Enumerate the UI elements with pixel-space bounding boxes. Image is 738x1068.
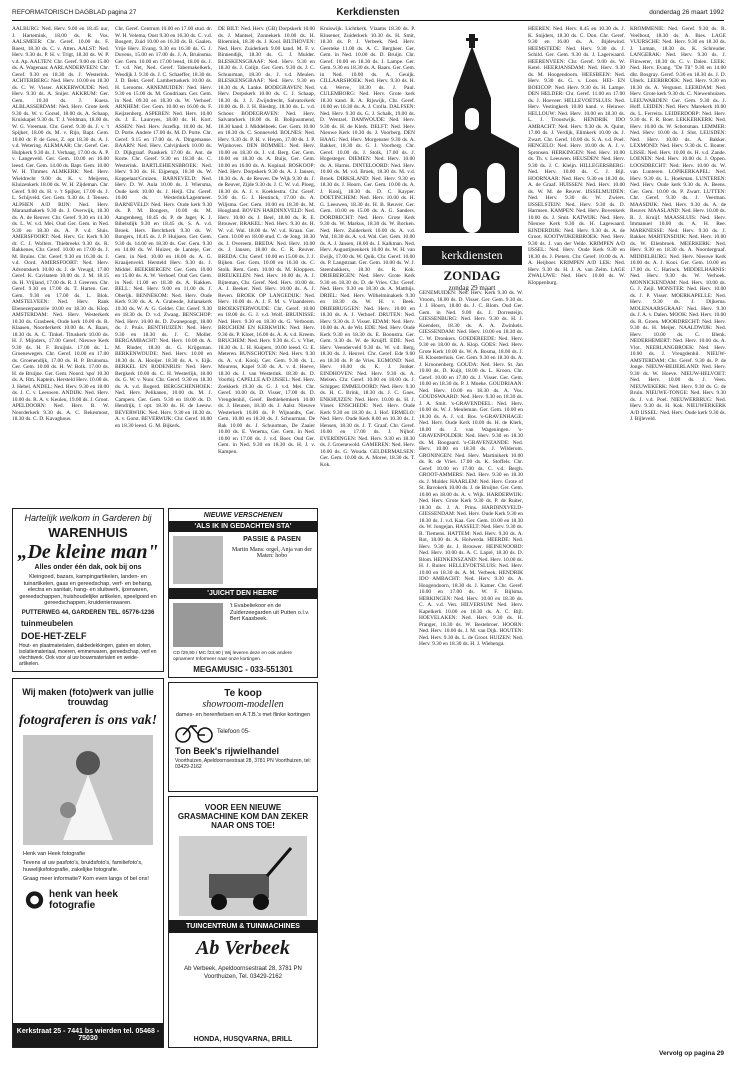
listing-column-3 <box>218 26 315 502</box>
camera-icon <box>25 889 44 911</box>
header-rule <box>12 20 724 21</box>
photo-logo <box>25 889 151 911</box>
music-brand: MEGAMUSIC - 033-551301 <box>193 664 293 674</box>
music-desc: 't Evabeliekoor en de Zuiderzeegarden uit Putten o.l.v. Bert Kaasbeek. <box>230 603 310 622</box>
listing-text: AALBURG: Ned. Herv. 9.00 en 18.45 uur, J. Hartemink, 18.00 ds. R. Vos. AALSMEER: Chr. Geref. 10.00 ds. F. Roest, 18.30 ds. C. v. Atten. AALST: Ned. Herv. 9.30 ds. P. H. v. Trigt, 18.30 ds. W. P. v.d. Ap. AALTEN: Chr. Geref. 9.00 en 15.00 ds. A. Wagenaar. AARLANDERVEEN: Chr. Geref. 9.30 en 18.30 ds. J. Westerink. ACHTERBERG: Ned. Herv. 10.00 en 18.30 ds. C. W. Visser. AKKERWOUDE: Ned. Herv. 9.30 ds. A. Snijer. AKKRUM: Ger. Gem. 10.30 ds. J. Kuera. ALBLASSERDAM: Ned. Herv. Grote kerk 9.30 ds. W. v. Gorsel, 18.00 ds. A. Schaap, Kruiskapel 9.30 ds. T. J. Veldman, 18.00 ds. W. G. Vreeman. Chr. Geref. 9.30 ds. J. v. 't Spijker, 18.00 ds. M. v. Rijn, Bapt. Gem. 10.00 dr. P. de Geus, Z. opt 18.30 ds. A. J. v.d. Wetering. ALKMAAR: Chr. Geref. Ger. Hulpkerk 9.30 ds. J. Verhaag, 17.00 ds. A. P. v. Langeveld. Ger. Gem. 10.00 en 16.00 leesd. Ger. Gem. 14.00 ds. Bapt. Gem. 10.00 W. H. Timmer. ALMKERK: Ned. Herv. Wieldrecht 9.00 ds. K. v. Meijeren, Kluizenkerk 18.00 ds. W. H. Zijdeman. Chr. Geref. 9.00 ds. H. v. 't Spijker, 17.00 ds. J. L. Schijveld. Ger. Gem. 9.30 ds. J. Tensen. ALPHEN A/D RIJN: Ned. Herv. Maranathakerk 9.30 ds. J. Overwijk, 18.30 ds. A. de Reuver. Chr. Geref. 9.30 en 14.30 ds. L. W. v.d. Mei. Oud Ger. Gem. in Ned. 9.30 en 18.30 ds. A. P. v.d. Sluis. AMERSFOORT: Ned. Herv. Gr. Kerk 9.30 dr. C. J. Wolters. Thiebreeks 9.30 ds. R. Bakkenes, Chr. Geref. 10.00 en 17.00 ds. J. M. Bruins. Chr. Geref. 9.30 en 16.30 ds. J. v.d. Oord. AMERSFOORT: Ned. Herv. Adventskerk 10.00 ds. J. de Vreugd, 17.00 Geref. K. Cavitatem 10.00 ds. J. M. 18.15 ds. H. Vrijland, 17.00 ds. R. J. Greeven. Chr. Geref. 9.30 en 17.00 ds. T. Harten. Ger. Gem. 9.30 en 17.00 ds. L. Blok. AMSTELVEEN: Ned. Herv. Rank Ebenezerpastorie 10.00 en 18.30 ds. Klop. AMSTERDAM: Ned. Herv. Westerkerk 10.30 ds. Grasbeek, Oude kerk 10.00 ds. R. Klaasen, Noorderkerk 10.00 ds. A. Baars, 18.30 ds. A. C. Tinkel. Tituskerk 10.00 ds. H. J. Mijnders, 17.00 Geref. Nieuwe Kerk 9.30 ds. H. F. Bruijnis. 17.00 ds. L. Groenewegen. Chr. Geref. 10.00 en 17.00 ds. Groenendijk, 17.00 ds. H. P. Bruinsma. Ger. Gem. 10.00 ds. H. W. Bolk. 17.00 ds. H. de Bruijne. Ger. Gem. Noord. 'spo' 10.30 ds. A. Hm. Kaptein. Hersteld Herv. 10.00 ds. J. Hebel. ANDEL: Ned. Herv. 9.30 en 18.00 ds. J. C. v. Leeuwen. ANDIJK: Ned. Herv. 10.00 ds. R. A. v. Keulen, 19.00 ds. J. Groot. APELDOORN: Ned. Herv. B. W. Noorderkerk 9.30 ds. A. C. Bekesmost, 18.30 ds. C. D. Kavaghous. <box>12 26 109 422</box>
showroom-tel: Telefoon 05- <box>217 729 251 735</box>
wedding-photo <box>23 735 153 845</box>
listing-column-7 <box>630 26 726 1046</box>
music-performers: Martin Mans: orgel, Anja van der Maten: hobo <box>231 547 313 559</box>
photo-logo-text: henk van heek fotografie <box>49 888 118 911</box>
photo-caption: Henk van Heek fotografie <box>23 851 86 857</box>
issue-date: donderdag 26 maart 1992 <box>649 9 724 16</box>
music-bottom: CD f29,90 / MC f23,90 | Wij leveren deze en ook andere opnamen! Informeer naar onze kortingen. <box>173 651 293 662</box>
ad-brand1: tuinmeubelen <box>21 618 74 628</box>
listing-text: GENEMUIDEN: Ned. Herv. Kerk 9.30 ds. W. Vroom, 18.00 ds. D. Visser. Ger. Gem. 9.30 ds. J. J. Hoorn, 18.00 ds. J. C. Blom. Oud Ger. Gem. in Ned. 9.00 ds. J. Dorresteijn. GIESSENBURG: Ned. Herv. 9.30 ds. H. J. Koenders, 18.30 ds. A. A. Zwinkels. GIESSENDAM: Ned. Herv. 10.00 en 18.30 ds. C. W. Dronkers. GOEDEREEDE: Ned. Herv. 9.30 en 18.00 ds. A. Klop. GOES: Ned. Herv. Grote Kerk 10.00 ds. W. A. Bosma, 18.00 ds. J. H. Kloosterhuis. Ger. Gem. 9.30 en 18.30 ds. A. J. Kroonenberg. GOUDA: Ned. Herv. St. Jan 10.00 ds. D. Kuijt, 18.00 ds. L. Kroon. Chr. Geref. 10.00 en 17.00 ds. J. Visser. Ger. Gem. 10.00 en 18.30 ds. P. J. Moeke. GOUDRIAAN: Ned. Herv. 10.00 en 18.30 ds. A. Vos. GOUDSWAARD: Ned. Herv. 9.30 en 18.30 ds. J. A. Smit. 's-GRAVENDEEL: Ned. Herv. 10.00 ds. W. J. Meuleman. Ger. Gem. 10.00 en 18.30 ds. A. J. v.d. Bos. 's-GRAVENHAGE: Ned. Herv. Oude Kerk 10.00 ds. H. de Klerk, 18.00 ds. J. van Wageningen. 's-GRAVENPOLDER: Ned. Herv. 9.30 en 18.30 ds. M. Boogaard. 's-GRAVENZANDE: Ned. Herv. 10.00 en 18.30 ds. J. Wilderom. GRONINGEN: Ned. Herv. Martinikerk 10.00 ds. R. de Vries. 17.00 ds. K. Stoffels. Chr. Geref. 10.00 en 17.00 ds. C. v.d. Bergh. GROOT-AMMERS: Ned. Herv. 9.30 en 18.30 ds. J. Mulder. HAARLEM: Ned. Herv. Grote of St. Bavokerk 10.00 ds. J. de Bruijne. Ger. Gem. 10.00 en 18.00 ds. A. v. Wijk. HARDERWIJK: Ned. Herv. Grote Kerk 9.30 ds. P. de Ruiter, 18.30 ds. J. A. Prins. HARDINXVELD-GIESSENDAM: Ned. Herv. Oude Kerk 9.30 en 18.30 ds. J. v.d. Kaa. Ger. Gem. 10.00 en 18.30 ds. W. Jongejan. HASSELT: Ned. Herv. 9.30 ds. R. Tiemens. HATTEM: Ned. Herv. 9.30 ds. A. Rot, 18.00 ds. A. Holwerda. HEERDE: Ned. Herv. 9.30 ds. J. Brouwer. HEINENOORD: Ned. Herv. 10.00 ds. A. C. Lapré, 18.30 ds. D. Blom. HEINKENSZAND: Ned. Herv. 10.00 ds. H. J. Ruiter. HELLEVOETSLUIS: Ned. Herv. 10.00 en 18.30 ds. A. M. Verbeek. HENDRIK IDO AMBACHT: Ned. Herv. 9.30 ds. A. Hoogendoorn, 18.30 ds. J. Kamer. Chr. Geref. 10.00 en 17.00 ds. W. F. Bijlsma. HERKINGEN: Ned. Herv. 10.00 en 18.30 ds. C. A. v.d. Ven. HILVERSUM: Ned. Herv. Kapelkerk 10.00 en 18.30 ds. A. C. Bijl. HOEVELAKEN: Ned. Herv. 9.30 ds. H. Pranger, 18.30 ds. W. Bestebroer. HOORN: Ned. Herv. 10.00 ds. J. M. van Dijk. HOUTEN: Ned. Herv. 9.30 ds. L. de Groot. HUIZEN: Ned. Herv. 9.30 en 18.30 ds. H. J. Wiebenga. <box>419 290 523 647</box>
music-header: NIEUWE VERSCHENEN <box>203 512 283 519</box>
ad-foot: Hout- en plaatmaterialen, dakbedekkingen, gaten en sloten, isolatiemateriaal, moeren, emmerwaren, gereedschap, verf en vlechtwerk. Ook voor al uw bouwmaterialen en weide-artikelen. <box>19 642 157 667</box>
showroom-addr: Voorthuizen, Apeldoornsestraat 28, 3781 PN Voorthuizen, tel: 03429-2162 <box>175 758 311 770</box>
listing-column-2 <box>115 26 212 502</box>
photo-addr: Kerkstraat 25 - 7441 bs wierden tel. 05468 - 75030 <box>13 1023 163 1047</box>
page-header <box>12 7 724 19</box>
bride-icon <box>23 735 153 845</box>
ad-name: WARENHUIS <box>48 525 128 540</box>
listing-text: HEEREN: Ned. Herv. 8.45 en 10.30 ds. J. K. Snijders, 18.30 ds. C. Don. Chr. Geref. 9.30 en 16.00 ds. A. Bijdewind. HEEMSTEDE: Ned. Herv. 9.30 ds. J. Schild. Ger. Gem. 9.30 ds. J. Lagerwaard. HEERENVEEN: Chr. Geref. 9.00 ds. W. Ketel. HEERJANSDAM: Ned. Herv. 9.30 ds. M. Hoogendoorn. HEESBEEN: Ned. Herv. 9.30 ds. G. v. Loon. HEI- EN BOEICOP: Ned. Herv. 9.30 ds. H. Lampe. DEN HELDER: Chr. Geref. 11.00 en 17.00 ds. J. Hoeveer. HELLEVOETSLUIS: Ned. Herv. Vestingkerk 10.00 kand. v. Heiuwe. HELLOUW: Ned. Herv. 10.00 en 18.30 ds. L. J. Troostwijk. HENDRIK IDO AMBACHT: Ned. Herv. 9.30 ds. A. Quint, 17.00 ds. J. Verdijk, Elimkerk 10.00 ds. J. Zwart. Chr. Geref. 10.00 ds. S. A. v.d. Poel. HENGELO: Ned. Herv. 10.00 ds. A. J. v. Spronsen. HERKINGEN: Ned. Herv. 10.00 ds. Th. v. Leeuwen. HEUSDEN: Ned. Herv. 9.30 ds. J. C. Kleijn. HILLEGERSBERG: Ned. Herv. 10.00 ds. C. J. Bijl. HOORNAAR: Ned. Herv. 9.30 en 18.30 ds. A. de Graaf. HUISSEN: Ned. Herv. 10.00 ds. W. M. de Reuver. IJSSELMUIDEN: Ned. Herv. 9.30 ds. W. Zwiers. IJSSELSTEIN: Ned. Herv. 9.30 ds. D. Harmsen. KAMPEN: Ned. Herv. Bovenkerk 10.00 ds. J. Smit. KATWIJK: Ned. Herv. Nieuwe Kerk 9.30 ds. H. Lagewaard. KINDERDIJK: Ned. Herv. 9.30 ds. A. de Groot. KOOTWIJKERBROEK: Ned. Herv. 9.30 ds. J. van der Velde. KRIMPEN A/D IJSSEL: Ned. Herv. Oude Kerk 9.30 en 18.30 ds. J. Pieters. Chr. Geref. 10.00 ds. A. A. Heijboer. KRIMPEN A/D LEK: Ned. Herv. 9.30 ds. H. J. A. van Zelm. LAGE ZWALUWE: Ned. Herv. 10.00 ds. W. Kloppenburg. <box>528 26 625 286</box>
ad-fotografie <box>12 678 164 1048</box>
ad-megamusic <box>168 508 318 678</box>
listing-column-6 <box>528 26 625 1046</box>
verbeek-brands: HONDA, HUSQVARNA, BRILL <box>193 1036 293 1043</box>
ad-verbeek <box>168 796 318 1048</box>
listing-column-5 <box>419 290 523 1046</box>
verbeek-name: Ab Verbeek <box>196 937 290 959</box>
ad-slogan: „De kleine man" <box>17 541 159 563</box>
ad-tag: Alles onder één dak, ook bij ons <box>34 564 142 571</box>
photo-text: Tevens al uw pasfoto's, bruidsfoto's, familiefoto's, huwelijksfotografie, zakelijke fotografie. <box>23 860 143 873</box>
ad-rijwielhandel <box>168 682 318 792</box>
listing-text: KROMMENIE: Ned. Geref. 9.30 ds. R. Veelbout, 18.30 ds. A. Bies. LAGE VUURSCHE: Ned. Herv. 9.30 en 18.30 ds. J. Loman, 18.30 ds. K. Schreuder. LANGERAK: Ned. Herv. 9.30 ds. J. Flinwerer, 18.30 ds. C. v. Dalen. LEEK: Ned. Herv. Evang. "De Til" 9.30 en 14.00 dhr. Bosgray. Geref. 9.30 en 18.30 ds. J. D. Uiterk. LEERBROEK: Ned. Herv. 9.30 en 18.30 ds. A. Vergunst. LEERDAM: Ned. Herv. Grote kerk 9.30 ds. C. Niewenhuizen. LEEUWARDEN: Ger. Gem. 9.30 ds. J. Hoff. LEIDEN: Ned. Herv. Marekerk 10.00 ds. L. Ferreira. LEIDERDORP: Ned. Herv. 9.30 ds. F. R. Boer. LEKKERKERK: Ned. Herv. 10.00 ds. W. Schotsman. LEMMER: Ned. Herv. 10.00 ds. J. Slot. LEUSDEN: Ned. Herv. 10.00 ds. A. Bakker. LEXMOND: Ned. Herv. 9.30 ds. C. Bouter. LISSE: Ned. Herv. 10.00 ds. H. v.d. Zande. LOENEN: Ned. Herv. 10.00 ds. J. Oppen. LOOSDRECHT: Ned. Herv. 10.00 ds. W. van Lunteren. LOPIKERKAPEL: Ned. Herv. 9.30 ds. L. Hoekman. LUNTEREN: Ned. Herv. Oude kerk 9.30 ds. A. Beens. Ger. Gem. 10.00 ds. P. Zwart. LUTTEN: Chr. Geref. 9.30 ds. J. Veerman. MAASDIJK: Ned. Herv. 9.30 ds. A. de Reuver. MAASLAND: Ned. Herv. 10.00 ds. R. J. Kruijf. MAASSLUIS: Ned. Herv. Immanuel 10.00 ds. A. H. Ree. MARKNESSE: Ned. Herv. 9.30 ds. J. Bakker. MARTENSDIJK: Ned. Herv. 10.00 ds. W. Ellenbroek. MEERKERK: Ned. Herv. 9.30 en 18.30 ds. A. Noordergraaf. MIDDELBURG: Ned. Herv. Nieuwe Kerk 10.00 ds. A. J. Kooi. Ger. Gem. 10.00 en 17.00 ds. C. Harinck. MIDDELHARNIS: Ned. Herv. 9.30 ds. W. Verhoek. MONNICKENDAM: Ned. Herv. 10.00 ds. G. J. Zeijl. MONSTER: Ned. Herv. 10.00 ds. J. P. Visser. MOERKAPELLE: Ned. Herv. 9.30 ds. J. Dijkema. MOLENAARSGRAAF: Ned. Herv. 9.30 ds. J. A. v. Dalen. MOOK: Ned. Herv. 10.00 ds. R. Groen. MOORDRECHT: Ned. Herv. 9.30 ds. H. Meijer. NAALDWIJK: Ned. Herv. 10.00 ds. C. Blenk. NEDERHEMERT: Ned. Herv. 10.00 ds. A. Vlot. NEERLANGBROEK: Ned. Herv. 10.00 ds. J. Vreugdenhil. NIEUW-AMSTERDAM: Chr. Geref. 9.30 ds. P. de Jonge. NIEUW-BEIJERLAND: Ned. Herv. 9.30 ds. W. Hoeve. NIEUW-HELVOET: Ned. Herv. 10.00 ds. J. Veen. NIEUWEKERK: Ned. Herv. 9.30 ds. G. de Bruin. NIEUWE-TONGE: Ned. Herv. 9.30 ds. J. v.d. Poel. NIEUWERBRUG: Ned. Herv. 9.30 ds. H. Kok. NIEUWERKERK A/D IJSSEL: Ned. Herv. Oude kerk 9.30 ds. J. Bijleveld. <box>630 26 726 422</box>
lawnmower-icon <box>179 836 307 916</box>
church-icon <box>417 28 527 248</box>
photo-head: Wij maken (foto)werk van jullie trouwdag <box>22 687 154 707</box>
listing-text: Chr. Geref. Centrum 10.00 en 17.00 stud. dr. W. H. Velema, Oost 9.30 en 16.30 ds. C. v.d. Bosgert, Zuid 10.00 en 16.30 ds. B. Gaalen. Vrije Herv. Evang. 9.30 en 16.30 ds. G. J. Duvens, 15.00 en 17.00 ds. J. A. Bruinsma. Ger. Gem. 10.00 en 17.00 leesd, 18.00 ds. J. T. v.d. Net, Ned. Geref. Tabernakelkerk, Wesdijk J. 9.30 ds. J. C. Schaeffer, 18.30 ds. J. D. Bekt. Geref. Lambertuskerk 10.00 ds. H. Lerooms. ARNEMUIDEN: Ned. Herv. 9.30 en 15.00 ds. M. Goudriaan. Ger. Gem. in Ned. 09.30 en 18.30 ds. W. Verhoef. ARNHEM: Ger. Gem. 10.00 en 16.00 ds. F. Keijzenberg. ASPEREN: Ned. Herv. 10.00 ds. J. E. Laureyes, 18.00 ds. H. Kort. ASSEN: Ned. Herv. Jozefkp. 10.00 ds. M. D. Porte. Andere 17.00 ds. M. D. Porte. Chr. Geref. 9.15 en 17.00 ds. A. Dingemanse. BAARN: Ned. Herv. Calvijnkerk 10.00 ds. D. Dijkgraaf. Paaskerk 17.00 ds. Ant. de Korte. Chr. Geref. 9.30 en 18.30 ds. C. Westerink. BARTLEHIENSBROEK: Ned. Herv. 9.30 ds. H. Eijpenga, 18.30 ds. W. Koppelaar/Gruizen. BARNEVELD: Ned. Herv. D. W. Aula 10.00 ds. J. Wiersma, Oude kerk 10.00 ds. J. Heijl. Chr. Geref. 10.00 ds. Westerink/Lagenmeer. BARNEVELD: Ned. Herv. Oude kerk 9.30 ds. P. M. Bongers, 10.00 ds. M. Aangenheeg, 18.45 ds. P. de Jager, K. J. Bibelsdijk 9.30 en 18.45 ds. S. A. v.d. Broek. Herv. Berchtkerk 9.30 ds. W. Bongers, 18.45 ds. J. P. Huijsers. Ger. Gem. 9.30 ds. 14.00 en 18.30 ds. Ger. Gem. 9.30 en 14.00 ds. W. Huizer, de Lanteje, Ger. Gem. in Ned. 10.00 en 18.00 ds. A. G. Kraaijenveld. Hersteld Herv. 9.30 ds. J. Middel. BEEKBERGEN: Ger. Gem. 10.00 en 15.00 ds. A. W. Verhoef. Oud Ger. Gem. in Ned. 11.00 en 18.30 ds. A. Kakken. BELL: Ned. Herv. 9.00 en 11.00 ds. J. Oberijk. BENNEKOM: Ned. Herv. Oude Kerk 9.30 ds. A. A. Grabesde, Julianakerk 10.30 ds. W. A. G. Gelder. Chr. Geref. 9.30 en 18.30 ds. D. v.d. Zwaag. BENSCHOP: Ned. Herv. 10.00 ds. D. Zwanepoogt, 18.00 ds. J. Pruis. BENTHUIZEN: Ned. Herv. 9.30 en 18.30 ds. J. C. Moller. BERGAMBACHT: Ned. Herv. 10.00 ds. A. M. Rinder, 18.30 ds. G. Krijgsman. BERKENWOUDE: Ned. Herv. 10.00 en 18.30 ds. A. Hooijer. 18.30 ds. A. v. Eijk. BERKEL EN RODENRIJS: Ned. Herv. Bergkerk 10.00 ds. C. H. Westerlijk, 18.00 ds. G. W. v. Nuur. Chr. Geref. 9.30 en 18.30 ds. A. v.d. Bogerd. BERGSCHENHOEK: Ned. Herv. Pelikanen, 10.00 ds. M. J. Campers. Ger. Gem. 9.30 en 18.00 ds. D. Hendrijk, 1 opt. 18.30 ds. H. de Leeuw. BEVERWIJK: Ned. Herv. 9.30 en 18.30 ds. A. v. Gorst. BEVERWIJK: Chr. Geref. 10.00 en 18.30 leesd. G. M. Bijkerk. <box>115 26 212 429</box>
listing-text: DE BILT: Ned. Herv. (GB) Dorpskerk 10.00 ds. J. Mantsel, Zonnekerk 10.00 ds. H. Bloemink, 18.30 ds. J. Kool. BILTHOVEN: Ned. Herv. Zuiderkerk 9.00 kand. M. F. v. Binnendijk, 18.30 ds. G. J. Mulder. BLESKENSGRAAF: Ned. Herv. 9.30 en 18.30 ds. J. Colijn. Ger. Gem. 9.30 ds. J. C. Schuurman, 18.30 ds. J. v.d. Meulen. BLESKENSGRAAF: Ned. Herv. 9.30 en 18.30 ds. A. Lanke. BODEGRAVEN: Ned. Herv. Dorpskerk 10.00 ds. C. J. Schaap, 18.30 ds. J. J. Zwijndrecht, Salvatorkerk 10.00 ds. B. J. H. Biesbrg. 18.30 ds. L. v.d. Schoor. BODEGRAVEN: Ned. Herv. Salvatorkerk 18.00 ds. B. Bolijnsumend, 18.30 kand. J. Middelbeek. Ger. Gem. 10.00 en 18.30 ds. C. Sonneveld. BOLNES: Ned. Herv. 9.30 ds. P. H. v. Heyen, 17.00 ds. J. P. Wijnhoven. DEN BOMMEL: Ned. Herv. 10.00 en 18.30 ds. J. v.d. Berg. Ger. Gem. 10.00 en 18.30 ds. A. Buijs, Ger. Gem. 10.00 en 16.00 ds. A. Kopinal. BOSKOOP: Ned. Herv. Dorpskerk 9.30 ds. A. J. Jansen, 18.30 ds. A. de Reuver. De Wijk 9.30 ds. J. de Reuver, Zijde 9.30 ds. J. C. W. v.d. Ploeg, 18.30 ds. A. J. v. Koeklestra. Chr. Geref. 9.30 ds. G. J. Heutinck, 17.00 ds. A. Wiljsma. Ger. Gem. 10.00 en 18.30 ds. M. Hoogland. BOVEN HARDINXVELD: Ned. Herv. 10.00 ds. J. Beel, 18.00 ds. R. E. Brouwer. BRAKEL: Ned. Herv. 9.30 ds. H. W. v.d. Wal. 18.00 ds. W. v.d. Kraan. Ger. Gem. 10.00 en 18.00 stud. C. de Jong. 18.30 ds. J. Overeem. BREDA: Ned. Herv. 10.00 ds. J. Jansen, 18.00 ds. C. R. Reuver. BREDA: Chr. Geref. 10.00 en 15.00 ds. J. J. Rijken. Ger. Gem. 10.00 en 16.30 ds. C. Stolk. Rem. Gem. 10.00 ds. M. Kloppers. BREUKELEN: Ned. Herv. 10.00 ds. A. J. Bijteman, Chr. Geref. Ned. Herv. 10.00 ds. A. J. Beeker. Ned. Herv. 10.00 ds. A. J. Reven. BROEK OP LANGEDIJK: Ned. Herv. 10.00 ds. A. J. F. M. v. Vlaanderen. BROEKSTERWOUDE: Chr. Geref. 10.00 en 18.00 ds. G. J. v.d. Wolf. BRUINISSE: Ned. Herv. 9.30 en 18.30 ds. G. Verboom. BRUCHEM EN KERKWIJK: Ned. Herv. 9.30 ds. P. Kloet, 16.00 ds. A. A. v.d. Kreem. BRUCHEM: Ned. Herv. 9.30 ds. C. v. Vliet, 18.30 ds. L. H. Kuipers, 10.00 leesd. G. E. Meteren. BUNSCHOTEN: Ned. Herv. 9.30 ds. A. v.d. Kooij. Ger. Gem. 9.30 ds. L. Mourens, Kapel 9.30 ds. A. v. d. Hoeve, 18.30 ds. J. van Westerink. 18.30 ds. D. Voorbij. CAPELLE A/D IJSSEL: Ned. Herv. Zoekkerk 19.30 ds. G. J. v.d. Mei. Chr. Geref. 10.00 ds. D. Visser, 17.00 ds. D. Vreugdenhil, Geref. Bethlehemkerk 10.00 ds. J. Heunen, 18.30 ds. J. Aalst. Nieuwe Westerkerk 10.00 ds. P. Wijnandts, Ger. Gem. 10.00 en 18.30 ds. J. Schuurman. De Bak 10.00 ds. J. Schuurman, De Zaaier 10.00 ds. E. Venema, Ger. Gem. in Ned. 10.00 en 17.00 ds. J. v.d. Boer. Oud Ger. Gem. in Ned. 9.30 en 18.30 ds. H. J. v. Kampen. <box>218 26 315 455</box>
ad-body: Kleingoed, bazars, kampingartikelen, landen- en tuinartikelen, gaas en gereedschap, verf- en behang, electra en sanitair, hang- en sluitwerk, ijzerwaren, gereedschappen, huishoudelijke artikelen, speelgoed en gereedschappen, kruidenierswaren. <box>19 574 157 606</box>
verbeek-top: VOOR EEN NIEUWE GRASMACHINE KOM DAN ZEKER NAAR ONS TOE! <box>177 803 309 830</box>
showroom-name: Ton Beek's rijwielhandel <box>175 746 280 756</box>
banner-day: ZONDAG <box>443 268 501 283</box>
ad-top: Hartelijk welkom in Garderen bij <box>24 513 152 523</box>
photo-cta: Graag meer informatie? Kom even langs of bel ons! <box>23 876 149 882</box>
music-cd2: 'JUICHT DEN HEERE' <box>169 588 317 599</box>
continued-note: Vervolg op pagina 29 <box>658 1050 724 1057</box>
banner-title: kerkdiensten <box>422 246 522 265</box>
choir-photo <box>173 603 223 647</box>
showroom-sign: Te koop <box>224 688 262 699</box>
listing-column-4 <box>320 26 415 1046</box>
music-strip: 'ALS IK IN GEDACHTEN STA' <box>169 521 317 532</box>
music-title: PASSIE & PASEN <box>243 536 301 543</box>
photo-big: fotograferen is ons vak! <box>18 713 158 728</box>
bicycle-icon <box>175 721 213 743</box>
banner-date: zondag 29 maart <box>448 284 496 292</box>
ad-warenhuis <box>12 508 164 672</box>
showroom-items: dames- en herenfietsen en A.T.B.'s met flinke kortingen <box>175 712 311 718</box>
ad-brand2: DOE-HET-ZELF <box>21 630 87 641</box>
listing-text: Kruiswijk. Lichtkerk. Vlaams 18.30 ds. P. Klusener, Zuiderkerk 10.30 ds. H. Smit, 18.30 ds. P. J. Verbeek. Ned. Herv. Geerteke 11.00 ds. A. C. Bergheer. Ger. Gem. in Ned. 10.00 ds. D. Bruijn. Chr. Geref. 10.00 en 18.30 ds. J. Lampe. Ger. Gem. 9.30 en 18.30 ds. A. Baars. Ger. Gem. in Ned. 10.00 ds. A. Geuijk. CILLAARSHOEK: Ned. Herv. 9.30 ds. H. v.d. Werve, 18.30 ds. J. Paul. CULEMBORG: Ned. Herv. Grote kerk 18.30 kand. R. A. Rijswijk, Chr. Geref. 10.00 en 16.30 ds. A. J. Crolla. DALFSEN: Ned. Herv. 9.30 ds. G. J. Schalk, 19.00 ds. D. Wentzel. DAMWOUDE: Ned. Herv. 9.30 ds. H. de Klerk. DELFT: Ned. Herv. Nieuwe Kerk 10.30 ds. J. Voorberg. DEN HAAG: Ned. Herv. Morgenster 9.30 ds. A. Bakker, 18.30 ds. G. J. Voorberg. Chr. Geref. 10.00 ds. J. Stolk, 17.00 ds. J. Hogesteger. DIEMEN: Ned. Herv. 10.00 ds. A. Harms. DINTELOORD: Ned. Herv. 10.00 ds. M. v.d. Broek, 18.30 ds. M. v.d. Broek. DIRKSLAND: Ned. Herv. 9.30 en 18.30 ds. J. Hoorn. Ger. Gem. 10.00 ds. A. J. Kooij, 18.30 ds. D. C. Kayper. DOETINCHEM: Ned. Herv. 10.00 ds. H. G. Leeuwen, 18.30 ds. H. B. Reuver. Ger. Gem. 10.00 en 15.00 ds. A. G. Sanders. DORDRECHT: Ned. Herv. Grote Kerk 9.30 ds. W. Markus, 18.30 ds. W. Bocken. Ned. Herv. Zuiderkerk 10.00 ds. A. v.d. Wal, 18.30 ds. A. v.d. Wal. Ger. Gem. 10.00 ds. A. J. Jansen, 18.00 ds. J. Kalkman. Ned. Herv. Augustijnenkerk 10.00 ds. W. H. van Ewijk, 17.00 ds. W. Quik. Chr. Geref. 10.00 ds. P. Langstraat. Ger. Gem. 10.00 ds. W. J. Steenbakkers, 18.30 ds. R. Kok. DRIEBERGEN: Ned. Herv. Grote Kerk 9.30 en 18.30 ds. D. de Vries. Chr. Geref. Ned. Herv. 9.30 en 18.30 ds. A. Matthijs. DRIEL: Ned. Herv. Wilhelminakerk 9.30 en 18.30 ds. W. H. v. Beek. DRIEBRUGGEN: Ned. Herv. 10.00 en 18.30 ds. A. J. Verhoef. DRUTEN: Ned. Herv. 9.30 ds. J. Visser. EDAM: Ned. Herv. 10.00 ds. A. de Wit. EDE: Ned. Herv. Oude Kerk 9.30 en 18.30 ds. E. Boonstra. Ger. Gem. 9.30 ds. W. de Kruijff. EDE: Ned. Herv. Veenderveld 9.30 ds. W. v.d. Berg, 18.30 ds. J. Heuvel. Chr. Geref. Ede 9.00 en 18.30 ds. P. de Vries. EGMOND: Ned. Herv. 10.00 ds. K. J. Jonker. EINDHOVEN: Ned. Herv. 9.30 ds. A. Melsen. Chr. Geref. 10.00 en 18.00 ds. J. Schipper. EMMELOORD: Ned. Herv. 9.30 ds. H. C. Brink, 18.30 ds. J. C. Goes. ENKHUIZEN: Ned. Herv. 10.00 ds. H. J. Visser. ENSCHEDE: Ned. Herv. Oude Kerk 9.30 en 18.30 ds. J. Hof. ERMELO: Ned. Herv. Oude Kerk 8.00 en 10.30 ds. J. Hensen, 18.30 ds. J. T. Graaf. Chr. Geref. 10.00 en 17.00 ds. J. Nijhof. EVERDINGEN: Ned. Herv. 9.30 en 18.30 ds. J. Groenewold. GAMEREN: Ned. Herv. 10.00 ds. G. Wouda. GELDERMALSEN: Ger. Gem. 10.00 ds. A. Moree, 18.30 ds. T. Kok. <box>320 26 415 468</box>
showroom-sub: showroom-modellen <box>202 699 284 710</box>
section-title: Kerkdiensten <box>336 7 400 18</box>
verbeek-address: Ab Verbeek, Apeldoornsestraat 28, 3781 PN Voorthuizen, Tel. 03429-2162 <box>184 966 302 980</box>
church-banner <box>422 246 522 292</box>
listing-column-1 <box>12 26 109 502</box>
verbeek-category: TUINCENTRUM & TUINMACHINES <box>169 920 317 933</box>
newspaper-page-label: REFORMATORISCH DAGBLAD pagina 27 <box>12 9 137 16</box>
mower-photo <box>179 836 307 916</box>
cd-cover <box>173 536 223 584</box>
ad-address: PUTTERWEG 44, GARDEREN TEL. 05776-1236 <box>21 609 155 616</box>
